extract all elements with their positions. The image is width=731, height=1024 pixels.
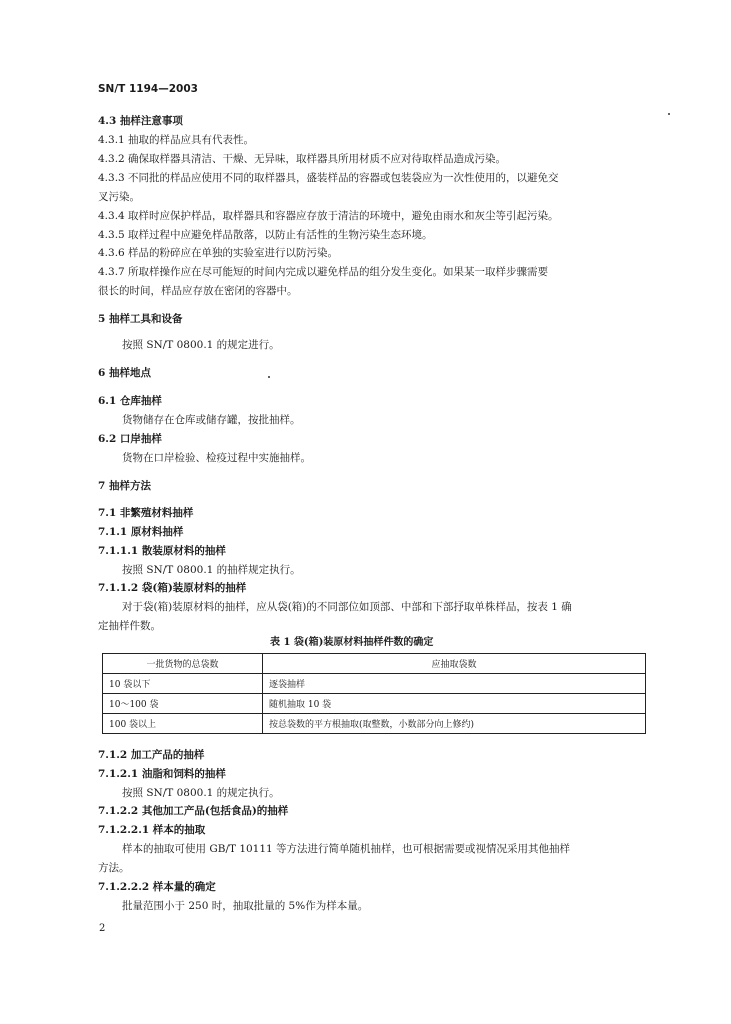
section-7-1-2-2-1-line1: 样本的抽取可使用 GB/T 10111 等方法进行简单随机抽样，也可根据需要或视情况采用其他抽样	[122, 843, 571, 855]
clause-4-3-3-line2: 叉污染。	[98, 191, 140, 203]
table-header-total-bags: 一批货物的总袋数	[103, 654, 263, 674]
heading-7-1-2-2-2: 7.1.2.2.2 样本量的确定	[98, 881, 216, 893]
table-header-bags-to-sample: 应抽取袋数	[263, 654, 646, 674]
section-5-body: 按照 SN/T 0800.1 的规定进行。	[122, 339, 280, 351]
sampling-table	[102, 653, 646, 734]
section-7-1-2-2-1-line2: 方法。	[98, 862, 130, 874]
section-7-1-2-2-2-body: 批量范围小于 250 时，抽取批量的 5%作为样本量。	[122, 900, 369, 912]
clause-4-3-5: 4.3.5 取样过程中应避免样品散落，以防止有活性的生物污染生态环境。	[98, 229, 433, 241]
heading-7: 7 抽样方法	[98, 480, 151, 492]
clause-4-3-2: 4.3.2 确保取样器具清洁、干燥、无异味，取样器具所用材质不应对待取样品造成污染。	[98, 153, 507, 165]
table-header-row	[103, 654, 646, 674]
clause-4-3-3-line1: 4.3.3 不同批的样品应使用不同的取样器具，盛装样品的容器或包装袋应为一次性使用的，以避免交	[98, 172, 559, 184]
table-cell: 随机抽取 10 袋	[263, 694, 646, 714]
heading-7-1-2: 7.1.2 加工产品的抽样	[98, 749, 205, 761]
clause-4-3-7-line2: 很长的时间，样品应存放在密闭的容器中。	[98, 285, 298, 297]
heading-7-1-2-2-1: 7.1.2.2.1 样本的抽取	[98, 824, 206, 836]
clause-4-3-1: 4.3.1 抽取的样品应具有代表性。	[98, 134, 255, 146]
heading-7-1-1-1: 7.1.1.1 散装原材料的抽样	[98, 545, 226, 557]
heading-5: 5 抽样工具和设备	[98, 313, 183, 325]
scan-speck	[668, 113, 670, 115]
heading-6: 6 抽样地点	[98, 367, 151, 379]
table-row	[103, 694, 646, 714]
table-caption: 表 1 袋(箱)装原材料抽样件数的确定	[270, 637, 434, 648]
heading-6-2: 6.2 口岸抽样	[98, 433, 162, 445]
clause-4-3-7-line1: 4.3.7 所取样操作应在尽可能短的时间内完成以避免样品的组分发生变化。如果某一取样步骤需要	[98, 266, 549, 278]
section-7-1-1-2-line2: 定抽样件数。	[98, 620, 161, 632]
section-6-2-body: 货物在口岸检验、检疫过程中实施抽样。	[122, 452, 311, 464]
table-row	[103, 714, 646, 734]
table-cell: 10～100 袋	[103, 694, 263, 714]
scan-speck	[268, 376, 270, 378]
clause-4-3-4: 4.3.4 取样时应保护样品，取样器具和容器应存放于清洁的环境中，避免由雨水和灰尘等引起污染。	[98, 210, 559, 222]
heading-6-1: 6.1 仓库抽样	[98, 395, 162, 407]
table-cell: 10 袋以下	[103, 674, 263, 694]
clause-4-3-6: 4.3.6 样品的粉碎应在单独的实验室进行以防污染。	[98, 247, 339, 259]
standard-number: SN/T 1194—2003	[98, 83, 198, 95]
page-number: 2	[99, 923, 106, 934]
table-cell: 100 袋以上	[103, 714, 263, 734]
heading-7-1-1-2: 7.1.1.2 袋(箱)装原材料的抽样	[98, 582, 247, 594]
section-6-1-body: 货物储存在仓库或储存罐，按批抽样。	[122, 414, 301, 426]
table-cell: 逐袋抽样	[263, 674, 646, 694]
section-7-1-2-1-body: 按照 SN/T 0800.1 的规定执行。	[122, 787, 280, 799]
heading-7-1-2-2: 7.1.2.2 其他加工产品(包括食品)的抽样	[98, 805, 289, 817]
heading-4-3: 4.3 抽样注意事项	[98, 115, 183, 127]
table-row	[103, 674, 646, 694]
heading-7-1-1: 7.1.1 原材料抽样	[98, 526, 184, 538]
table-cell: 按总袋数的平方根抽取(取整数，小数部分向上修约)	[263, 714, 646, 734]
section-7-1-1-1-body: 按照 SN/T 0800.1 的抽样规定执行。	[122, 564, 301, 576]
heading-7-1: 7.1 非繁殖材料抽样	[98, 507, 194, 519]
section-7-1-1-2-line1: 对于袋(箱)装原材料的抽样，应从袋(箱)的不同部位如顶部、中部和下部抒取单株样品，按表 1 确	[122, 601, 572, 613]
heading-7-1-2-1: 7.1.2.1 油脂和饲料的抽样	[98, 768, 226, 780]
